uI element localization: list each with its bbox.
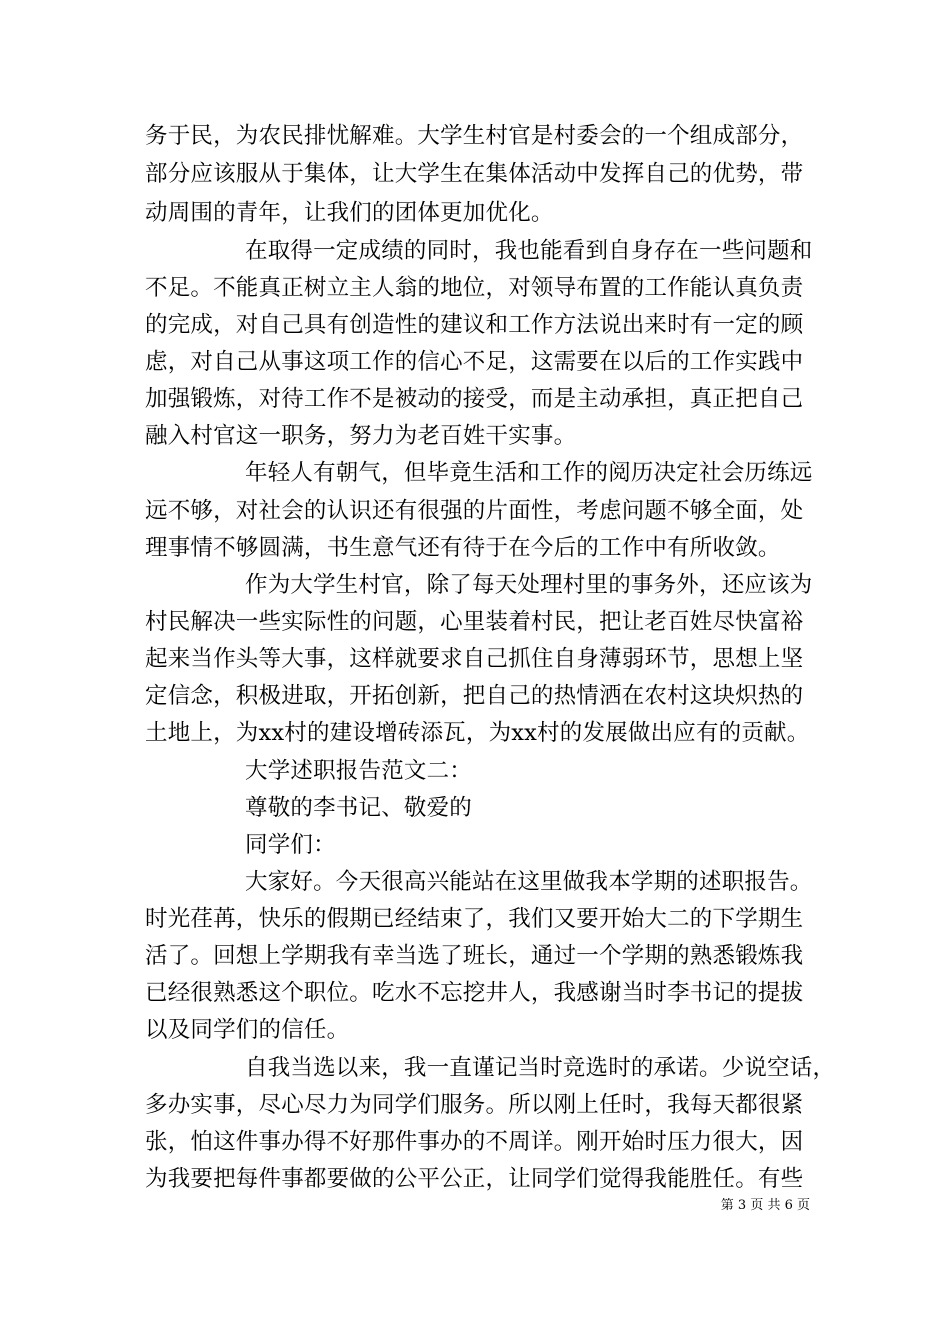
text-line: 多办实事，尽心尽力为同学们服务。所以刚上任时，我每天都很紧 (145, 1092, 804, 1118)
text-line: 土地上，为xx村的建设增砖添瓦，为xx村的发展做出应有的贡献。 (145, 720, 810, 746)
text-line: 加强锻炼，对待工作不是被动的接受，而是主动承担，真正把自己 (145, 386, 804, 412)
text-line: 定信念，积极进取，开拓创新，把自己的热情洒在农村这块炽热的 (145, 683, 804, 709)
text-line: 作为大学生村官，除了每天处理村里的事务外，还应该为 (245, 572, 813, 598)
text-line: 远不够，对社会的认识还有很强的片面性，考虑问题不够全面，处 (145, 498, 804, 524)
text-line: 已经很熟悉这个职位。吃水不忘挖井人，我感谢当时李书记的提拔 (145, 980, 804, 1006)
text-line: 为我要把每件事都要做的公平公正，让同学们觉得我能胜任。有些 (145, 1166, 804, 1192)
text-line: 不足。不能真正树立主人翁的地位，对领导布置的工作能认真负责 (145, 275, 804, 301)
text-line: 自我当选以来，我一直谨记当时竞选时的承诺。少说空话， (245, 1055, 836, 1081)
text-line: 村民解决一些实际性的问题，心里装着村民，把让老百姓尽快富裕 (145, 609, 804, 635)
text-line: 融入村官这一职务，努力为老百姓干实事。 (145, 423, 577, 449)
text-line: 理事情不够圆满，书生意气还有待于在今后的工作中有所收敛。 (145, 535, 781, 561)
text-line: 起来当作头等大事，这样就要求自己抓住自身薄弱环节，思想上坚 (145, 646, 804, 672)
text-line: 动周围的青年，让我们的团体更加优化。 (145, 200, 554, 226)
text-line: 以及同学们的信任。 (145, 1017, 350, 1043)
text-line: 虑，对自己从事这项工作的信心不足，这需要在以后的工作实践中 (145, 349, 804, 375)
text-line: 大家好。今天很高兴能站在这里做我本学期的述职报告。 (245, 869, 813, 895)
page-number-footer: 第 3 页 共 6 页 (720, 1198, 810, 1213)
salutation-line: 尊敬的李书记、敬爱的 (245, 795, 473, 821)
text-line: 年轻人有朝气，但毕竟生活和工作的阅历决定社会历练远 (245, 460, 813, 486)
text-line: 部分应该服从于集体，让大学生在集体活动中发挥自己的优势，带 (145, 161, 804, 187)
text-line: 活了。回想上学期我有幸当选了班长，通过一个学期的熟悉锻炼我 (145, 943, 804, 969)
text-line: 张，怕这件事办得不好那件事办的不周详。刚开始时压力很大，因 (145, 1129, 804, 1155)
text-line: 的完成，对自己具有创造性的建议和工作方法说出来时有一定的顾 (145, 312, 804, 338)
text-line: 务于民，为农民排忧解难。大学生村官是村委会的一个组成部分， (145, 123, 804, 149)
salutation-line: 同学们： (245, 832, 336, 858)
text-line: 在取得一定成绩的同时，我也能看到自身存在一些问题和 (245, 238, 813, 264)
section-heading: 大学述职报告范文二： (245, 758, 473, 784)
text-line: 时光荏苒，快乐的假期已经结束了，我们又要开始大二的下学期生 (145, 906, 804, 932)
